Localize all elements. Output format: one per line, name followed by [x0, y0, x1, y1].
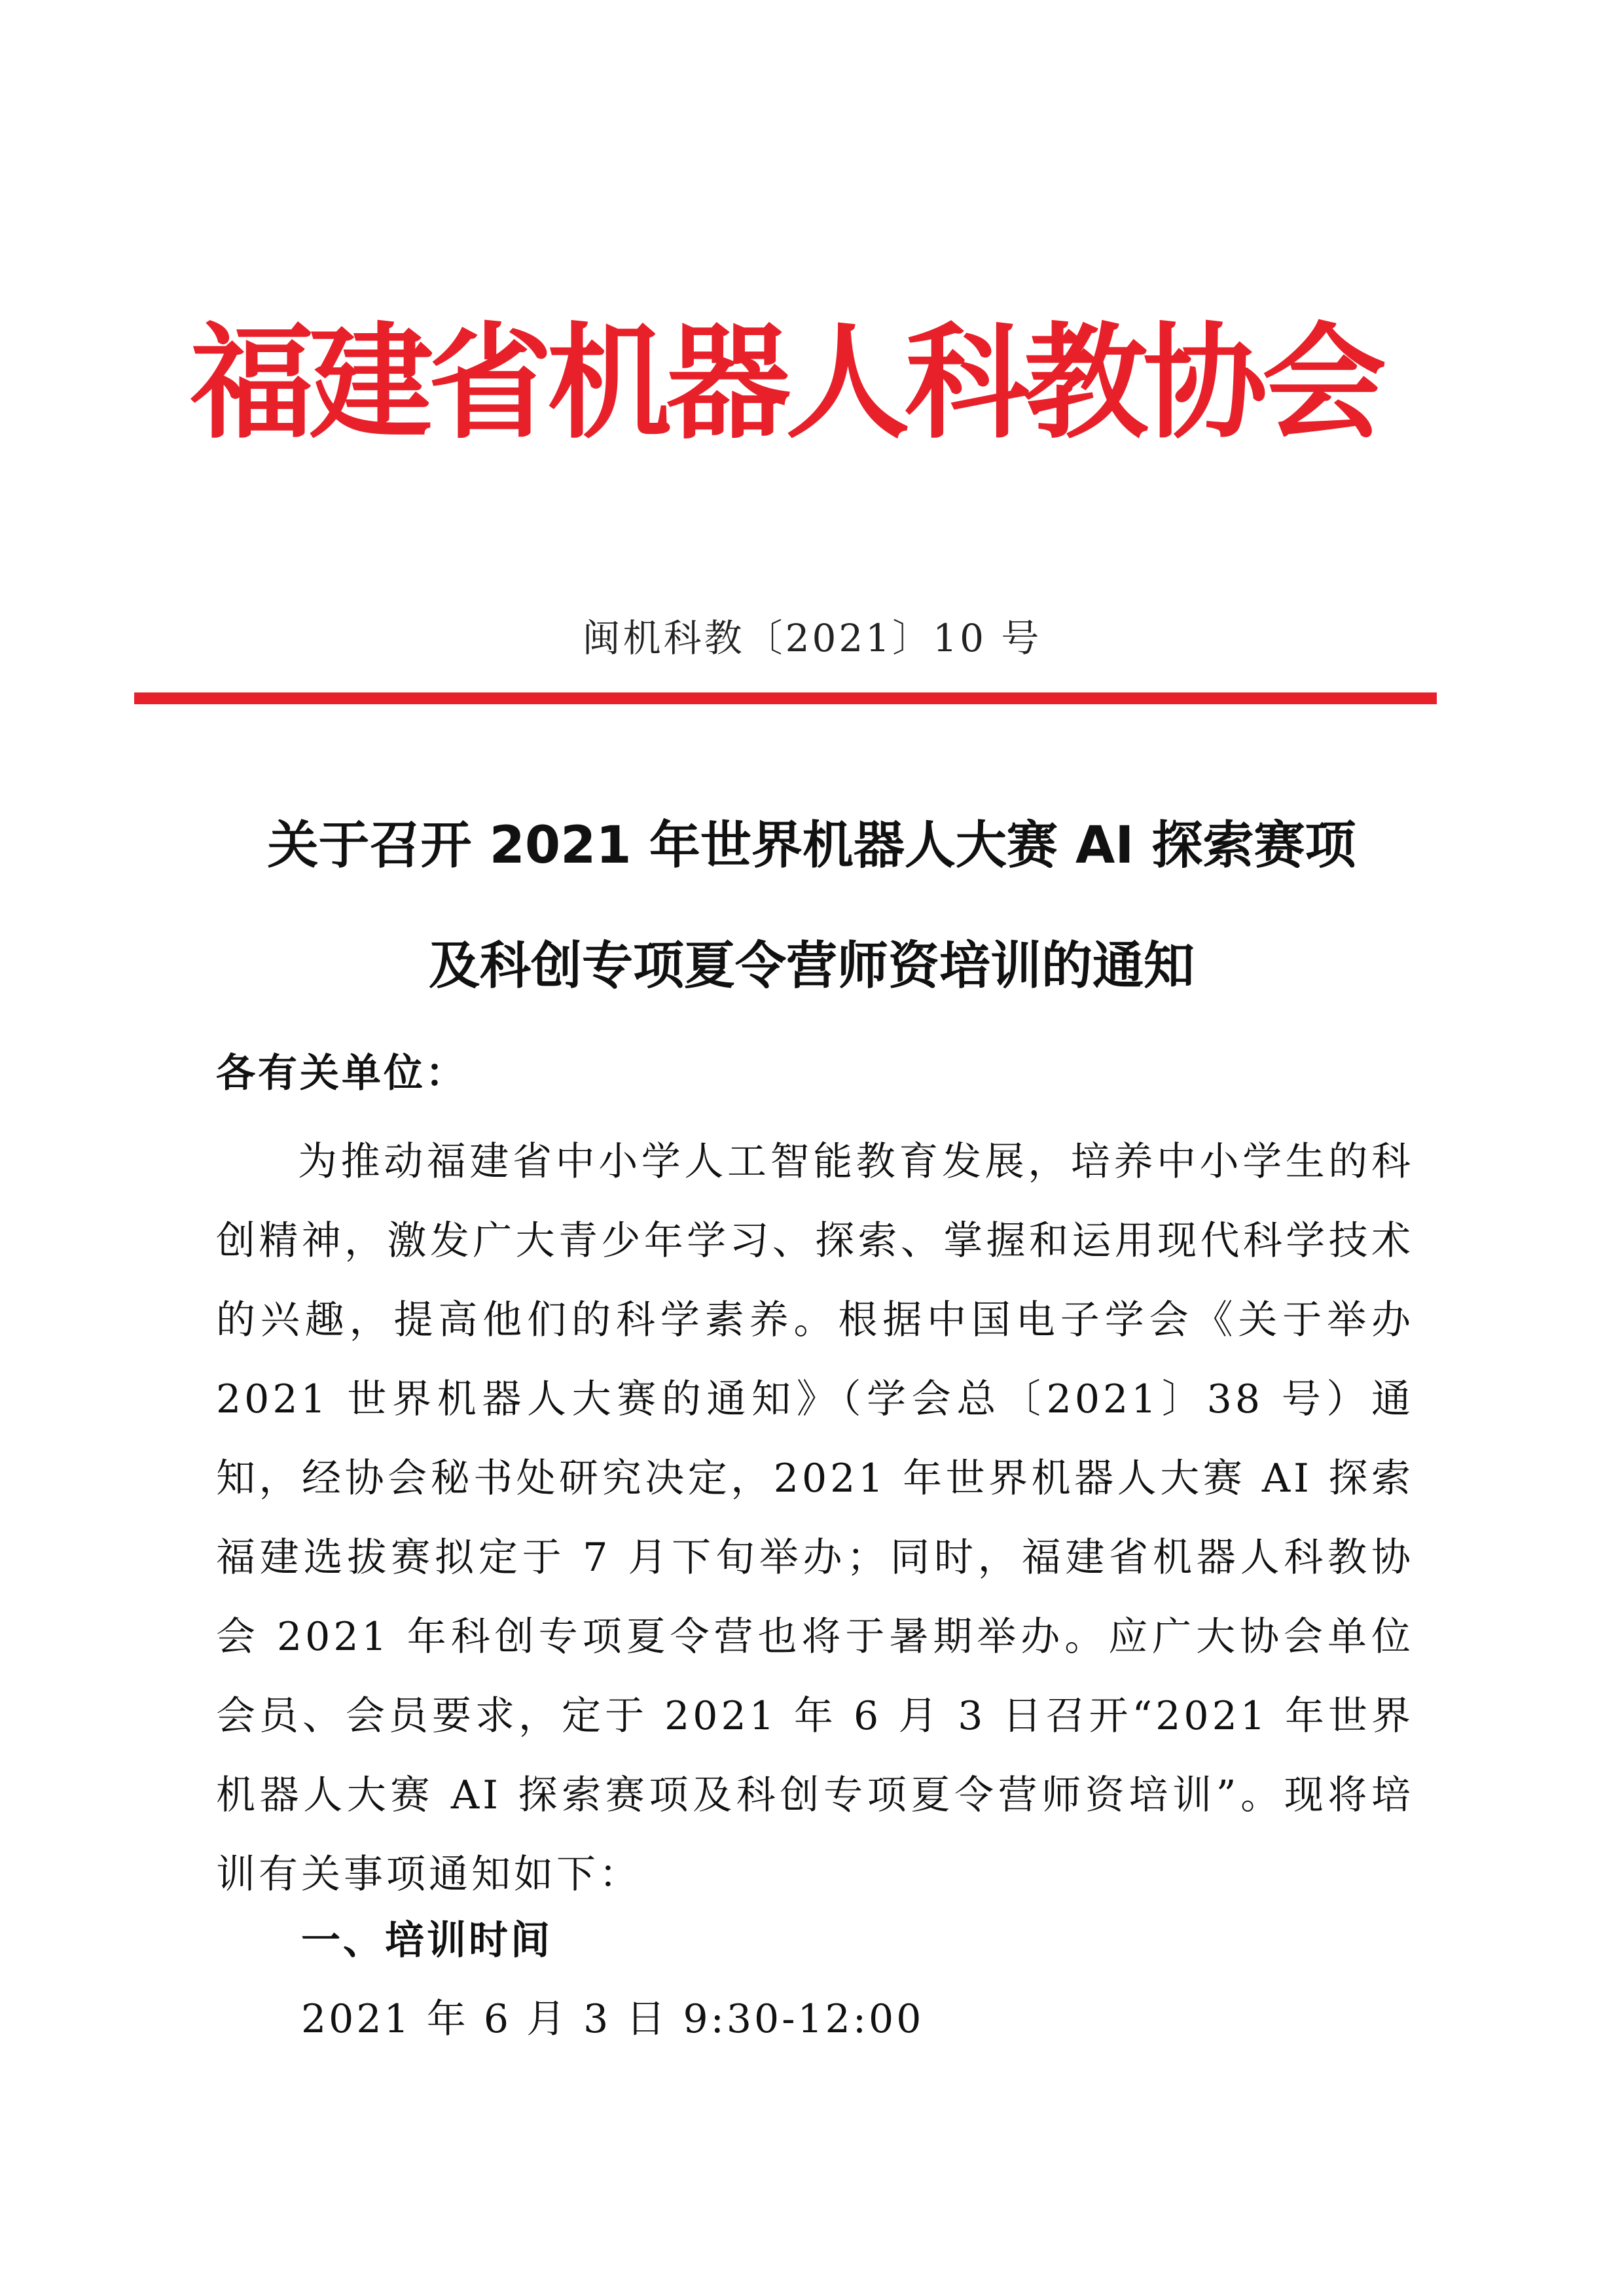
document-title: [196, 785, 1427, 1026]
document-title-line-1: 关于召开 2021 年世界机器人大赛 AI 探索赛项: [267, 816, 1356, 875]
document-title-line-2: 及科创专项夏令营师资培训的通知: [428, 937, 1195, 996]
training-time-text: 2021 年 6 月 3 日 9:30-12:00: [301, 1996, 924, 2042]
letterhead-divider: [134, 692, 1437, 704]
organization-letterhead: 福建省机器人科教协会: [189, 310, 1381, 456]
salutation: 各有关单位：: [216, 1050, 467, 1096]
body-text: [216, 1122, 1414, 1914]
document-number: 闽机科教〔2021〕10 号: [582, 616, 1042, 660]
body-paragraph-1: 为推动福建省中小学人工智能教育发展，培养中小学生的科创精神，激发广大青少年学习、探索、掌握和运用现代科学技术的兴趣，提高他们的科学素养。根据中国电子学会《关于举办 2021 世界机器人大赛的通知》（学会总〔2021〕38 号）通知，经协会秘书处研究决定，2021 年世界机器人大赛 AI 探索福建选拔赛拟定于 7 月下旬举办；同时，福建省机器人科教协会 2021 年科创专项夏令营也将于暑期举办。应广大协会单位会员、会员要求，定于 2021 年 6 月 3 日召开“2021 年世界机器人大赛 AI 探索赛项及科创专项夏令营师资培训”。现将培训有关事项通知如下：: [216, 1139, 1414, 1897]
section-heading-training-time: 一、培训时间: [301, 1918, 552, 1964]
